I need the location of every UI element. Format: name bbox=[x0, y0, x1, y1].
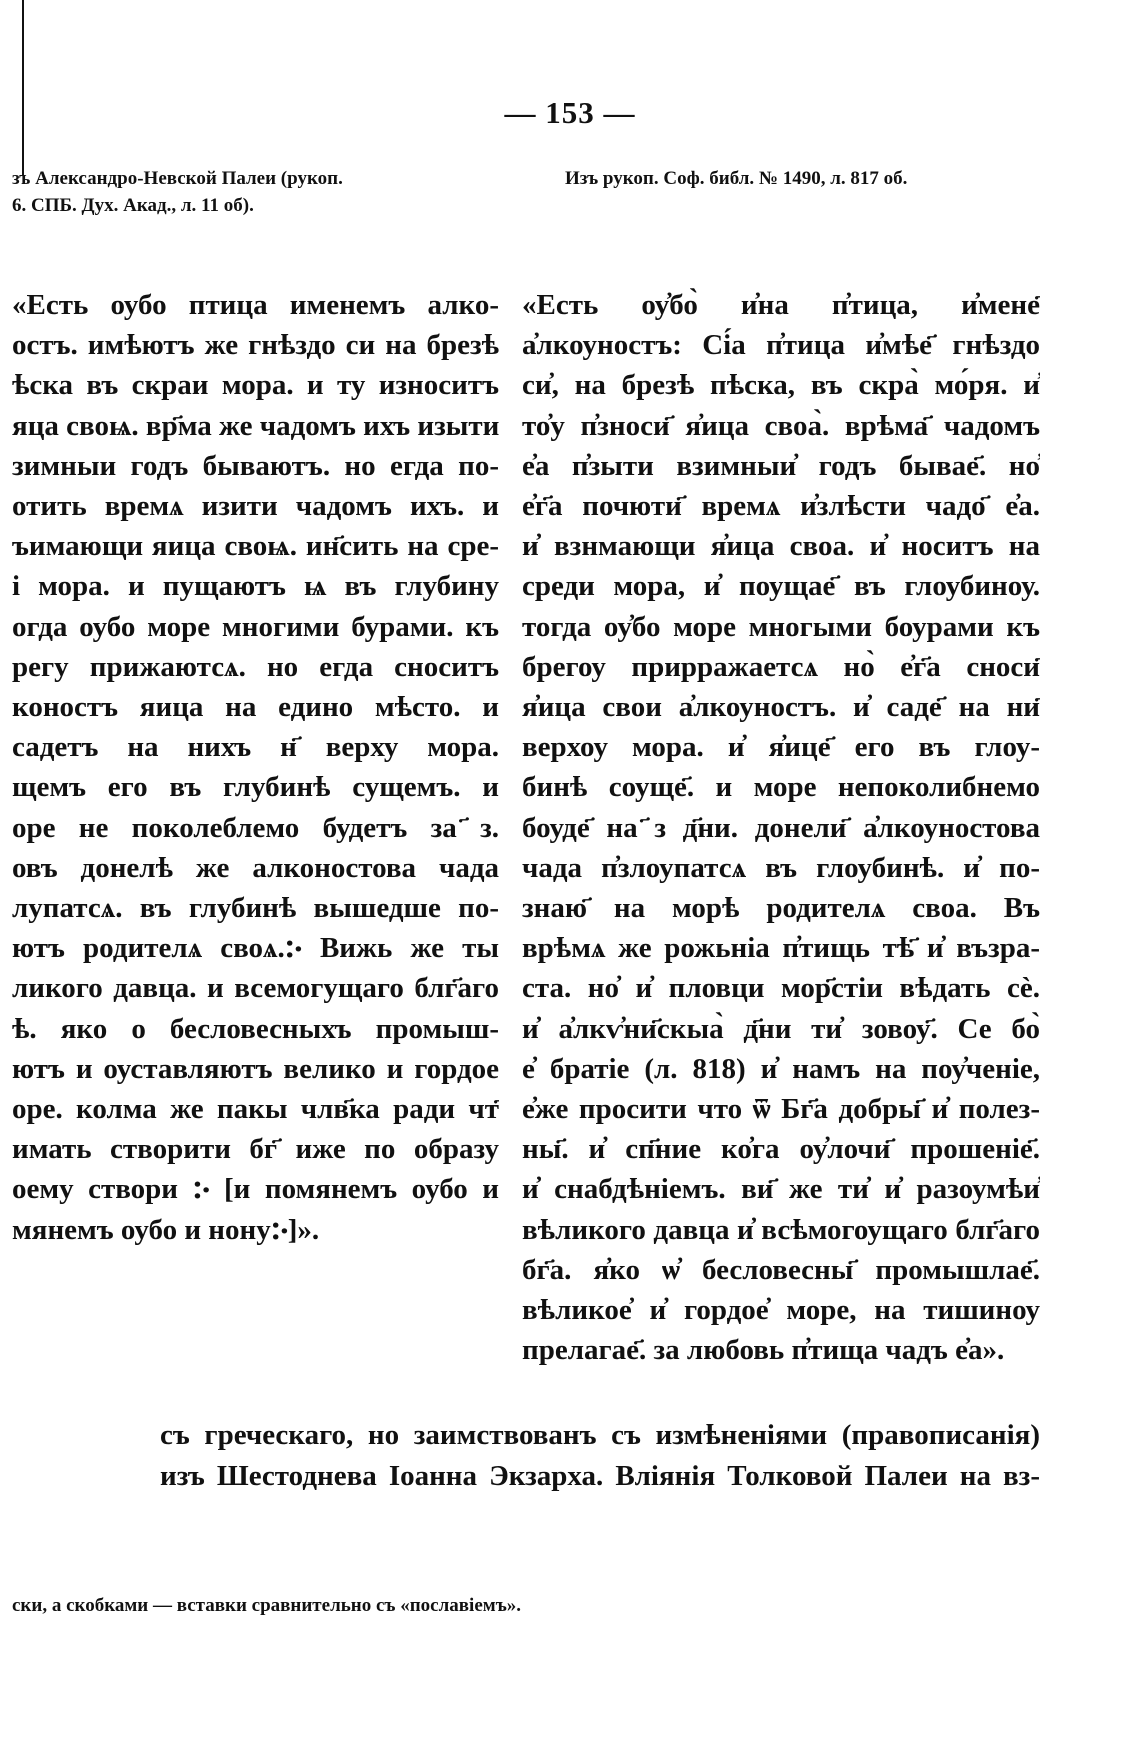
text-line: овъ донелѣ же алконостова чада bbox=[12, 851, 499, 884]
text-line: огда оубо море многими бурами. къ bbox=[12, 610, 499, 643]
page-edge-line bbox=[22, 0, 24, 175]
text-line: среди мора, и҆ поущае҃ въ глоубиноу. bbox=[522, 570, 1040, 603]
text-line: садетъ на нихъ н҃ верху мора. bbox=[12, 731, 499, 764]
text-line: вѣликое҆ и҆ гордое҆ море, на тишиноу bbox=[522, 1294, 1040, 1327]
text-line: врѣмѧ же рожьнiа п҆тищь тѣ҃ и҆ възра- bbox=[522, 932, 1040, 965]
text-line: отить времѧ изити чадомъ ихъ. и bbox=[12, 490, 499, 523]
text-line: е҆же просити что ѿ Бг҃а добры҃ и҆ полез- bbox=[522, 1093, 1040, 1126]
text-line: «Есть оубо птица именемъ алко- bbox=[12, 289, 499, 321]
text-line: е҆г҃а почюти҃ времѧ и҆злѣсти чадо҃ е҆а. bbox=[522, 490, 1040, 523]
text-line: ютъ и оуставляютъ велико и гордое bbox=[12, 1052, 499, 1085]
text-line: «Есть оу҆бо̀ и҆на п҆тица, и҆мене҃ bbox=[522, 289, 1040, 321]
text-line: и҆ взнмающи я҆ица своа. и҆ носитъ на bbox=[522, 530, 1040, 563]
text-line: ъимающи яица своѩ. ин҃сить на сре- bbox=[12, 530, 499, 563]
text-line: ста. но҆ и҆ пловци мор҃стіи вѣдать сѐ. bbox=[522, 972, 1040, 1005]
text-line: бинѣ соуще҃. и море непоколибнемо bbox=[522, 771, 1040, 804]
right-column-text bbox=[522, 285, 1040, 1370]
text-line: оре. колма же пакы члв҃ка ради чт҃ bbox=[12, 1093, 499, 1126]
text-line: си҆, на брезѣ пѣска, въ скра̀ мо́ря. и҆ bbox=[522, 369, 1040, 402]
text-line: ютъ родителѧ своѧ.჻ Вижь же ты bbox=[12, 932, 499, 965]
text-line: и҆ а҆лкѵ҆ни҃скыа̀ д҃ни ти҆ зовоу҃. Се бо̀ bbox=[522, 1012, 1040, 1045]
source-note-left: зъ Александро-Невской Палеи (рукоп. 6. СПБ. Дух. Акад., л. 11 об). bbox=[12, 168, 343, 216]
text-line: зимныи годъ бываютъ. но егда по- bbox=[12, 449, 499, 482]
text-line: ны҃. и҆ сп҃ние ко҆га оу҆лочи҃ прошенiе҃. bbox=[522, 1133, 1040, 1166]
text-line: верхоу мора. и҆ я҆ице҃ его въ глоу- bbox=[522, 731, 1040, 764]
text-line: бг҃а. я҆ко ѡ҆ бесловесны҃ промышлае҃. bbox=[522, 1253, 1040, 1286]
footer-paragraph bbox=[160, 1415, 1040, 1497]
text-line: чада п҆злоупатсѧ въ глоубинѣ. и҆ по- bbox=[522, 851, 1040, 884]
text-line: боуде҃ на ҃з д҃ни. донели҃ а҆лкоуностова bbox=[522, 811, 1040, 844]
footer-line: съ греческаго, но заимствованъ съ измѣненіями (правописанія) bbox=[160, 1419, 1040, 1451]
text-line: остъ. имѣютъ же гнѣздо си на брезѣ bbox=[12, 329, 499, 362]
text-line: ѣска въ скраи мора. и ту износитъ bbox=[12, 369, 499, 402]
text-line: щемъ его въ глубинѣ сущемъ. и bbox=[12, 771, 499, 804]
text-line: вѣликого давца и҆ всѣмогоущаго блг҃аго bbox=[522, 1213, 1040, 1246]
text-line: е҆ братiе (л. 818) и҆ намъ на поу҆ченiе, bbox=[522, 1052, 1040, 1085]
text-line: лупатсѧ. въ глубинѣ вышедше по- bbox=[12, 892, 499, 925]
text-line: ѣ. яко о бесловесныхъ промыш- bbox=[12, 1012, 499, 1045]
footnote: ски, а скобками — вставки сравнительно съ «пославіемъ». bbox=[12, 1595, 522, 1616]
text-line: тогда оу҆бо море многыми боурами къ bbox=[522, 610, 1040, 643]
text-line: мянемъ оубо и нону჻]». bbox=[12, 1213, 320, 1246]
text-line: коностъ яица на едино мѣсто. и bbox=[12, 691, 499, 724]
text-line: то҆у п҆зноси҃ я҆ица своа̀. врѣма҃ чадомъ bbox=[522, 409, 1040, 442]
text-line: регу прижаютсѧ. но егда сноситъ bbox=[12, 650, 499, 683]
text-line: яца своѩ. вр҃ма же чадомъ ихъ изыти bbox=[12, 409, 499, 442]
text-line: и҆ снабдѣнiемъ. ви҃ же ти҆ и҆ разоумѣи҆ bbox=[522, 1173, 1040, 1206]
text-line: знаю҃ на морѣ родителѧ своа. Въ bbox=[522, 892, 1040, 925]
text-line: оему створи ჻ [и помянемъ оубо и bbox=[12, 1173, 499, 1206]
page-number: — 153 — bbox=[504, 95, 636, 130]
text-line: брегоу прирражаетсѧ но̀ е҆г҃а сноси҃ bbox=[522, 650, 1040, 683]
text-line: е҆а п҆зыти взимныи҆ годъ бывае҃. но҆ bbox=[522, 449, 1040, 482]
text-line: прелагае҃. за любовь п҆тища чадъ е҆а». bbox=[522, 1334, 1005, 1367]
text-line: оре не поколеблемо будетъ за ҃з. bbox=[12, 811, 499, 844]
text-line: я҆ица свои а҆лкоуностъ. и҆ саде҃ на ни҃ bbox=[522, 691, 1040, 724]
text-line: ликого давца. и всемогущаго блг҃аго bbox=[12, 972, 499, 1005]
text-line: а҆лкоуностъ: Сі́а п҆тица и҆мѣе҃ гнѣздо bbox=[522, 329, 1040, 362]
text-line: имать створити бг҃ иже по образу bbox=[12, 1133, 499, 1166]
left-column-text bbox=[12, 285, 499, 1250]
footer-line: изъ Шестоднева Іоанна Экзарха. Вліянія Толковой Палеи на вз- bbox=[160, 1460, 1040, 1492]
text-line: і мора. и пущаютъ ѩ въ глубину bbox=[12, 570, 499, 603]
source-note-right: Изъ рукоп. Соф. библ. № 1490, л. 817 об. bbox=[565, 168, 908, 189]
